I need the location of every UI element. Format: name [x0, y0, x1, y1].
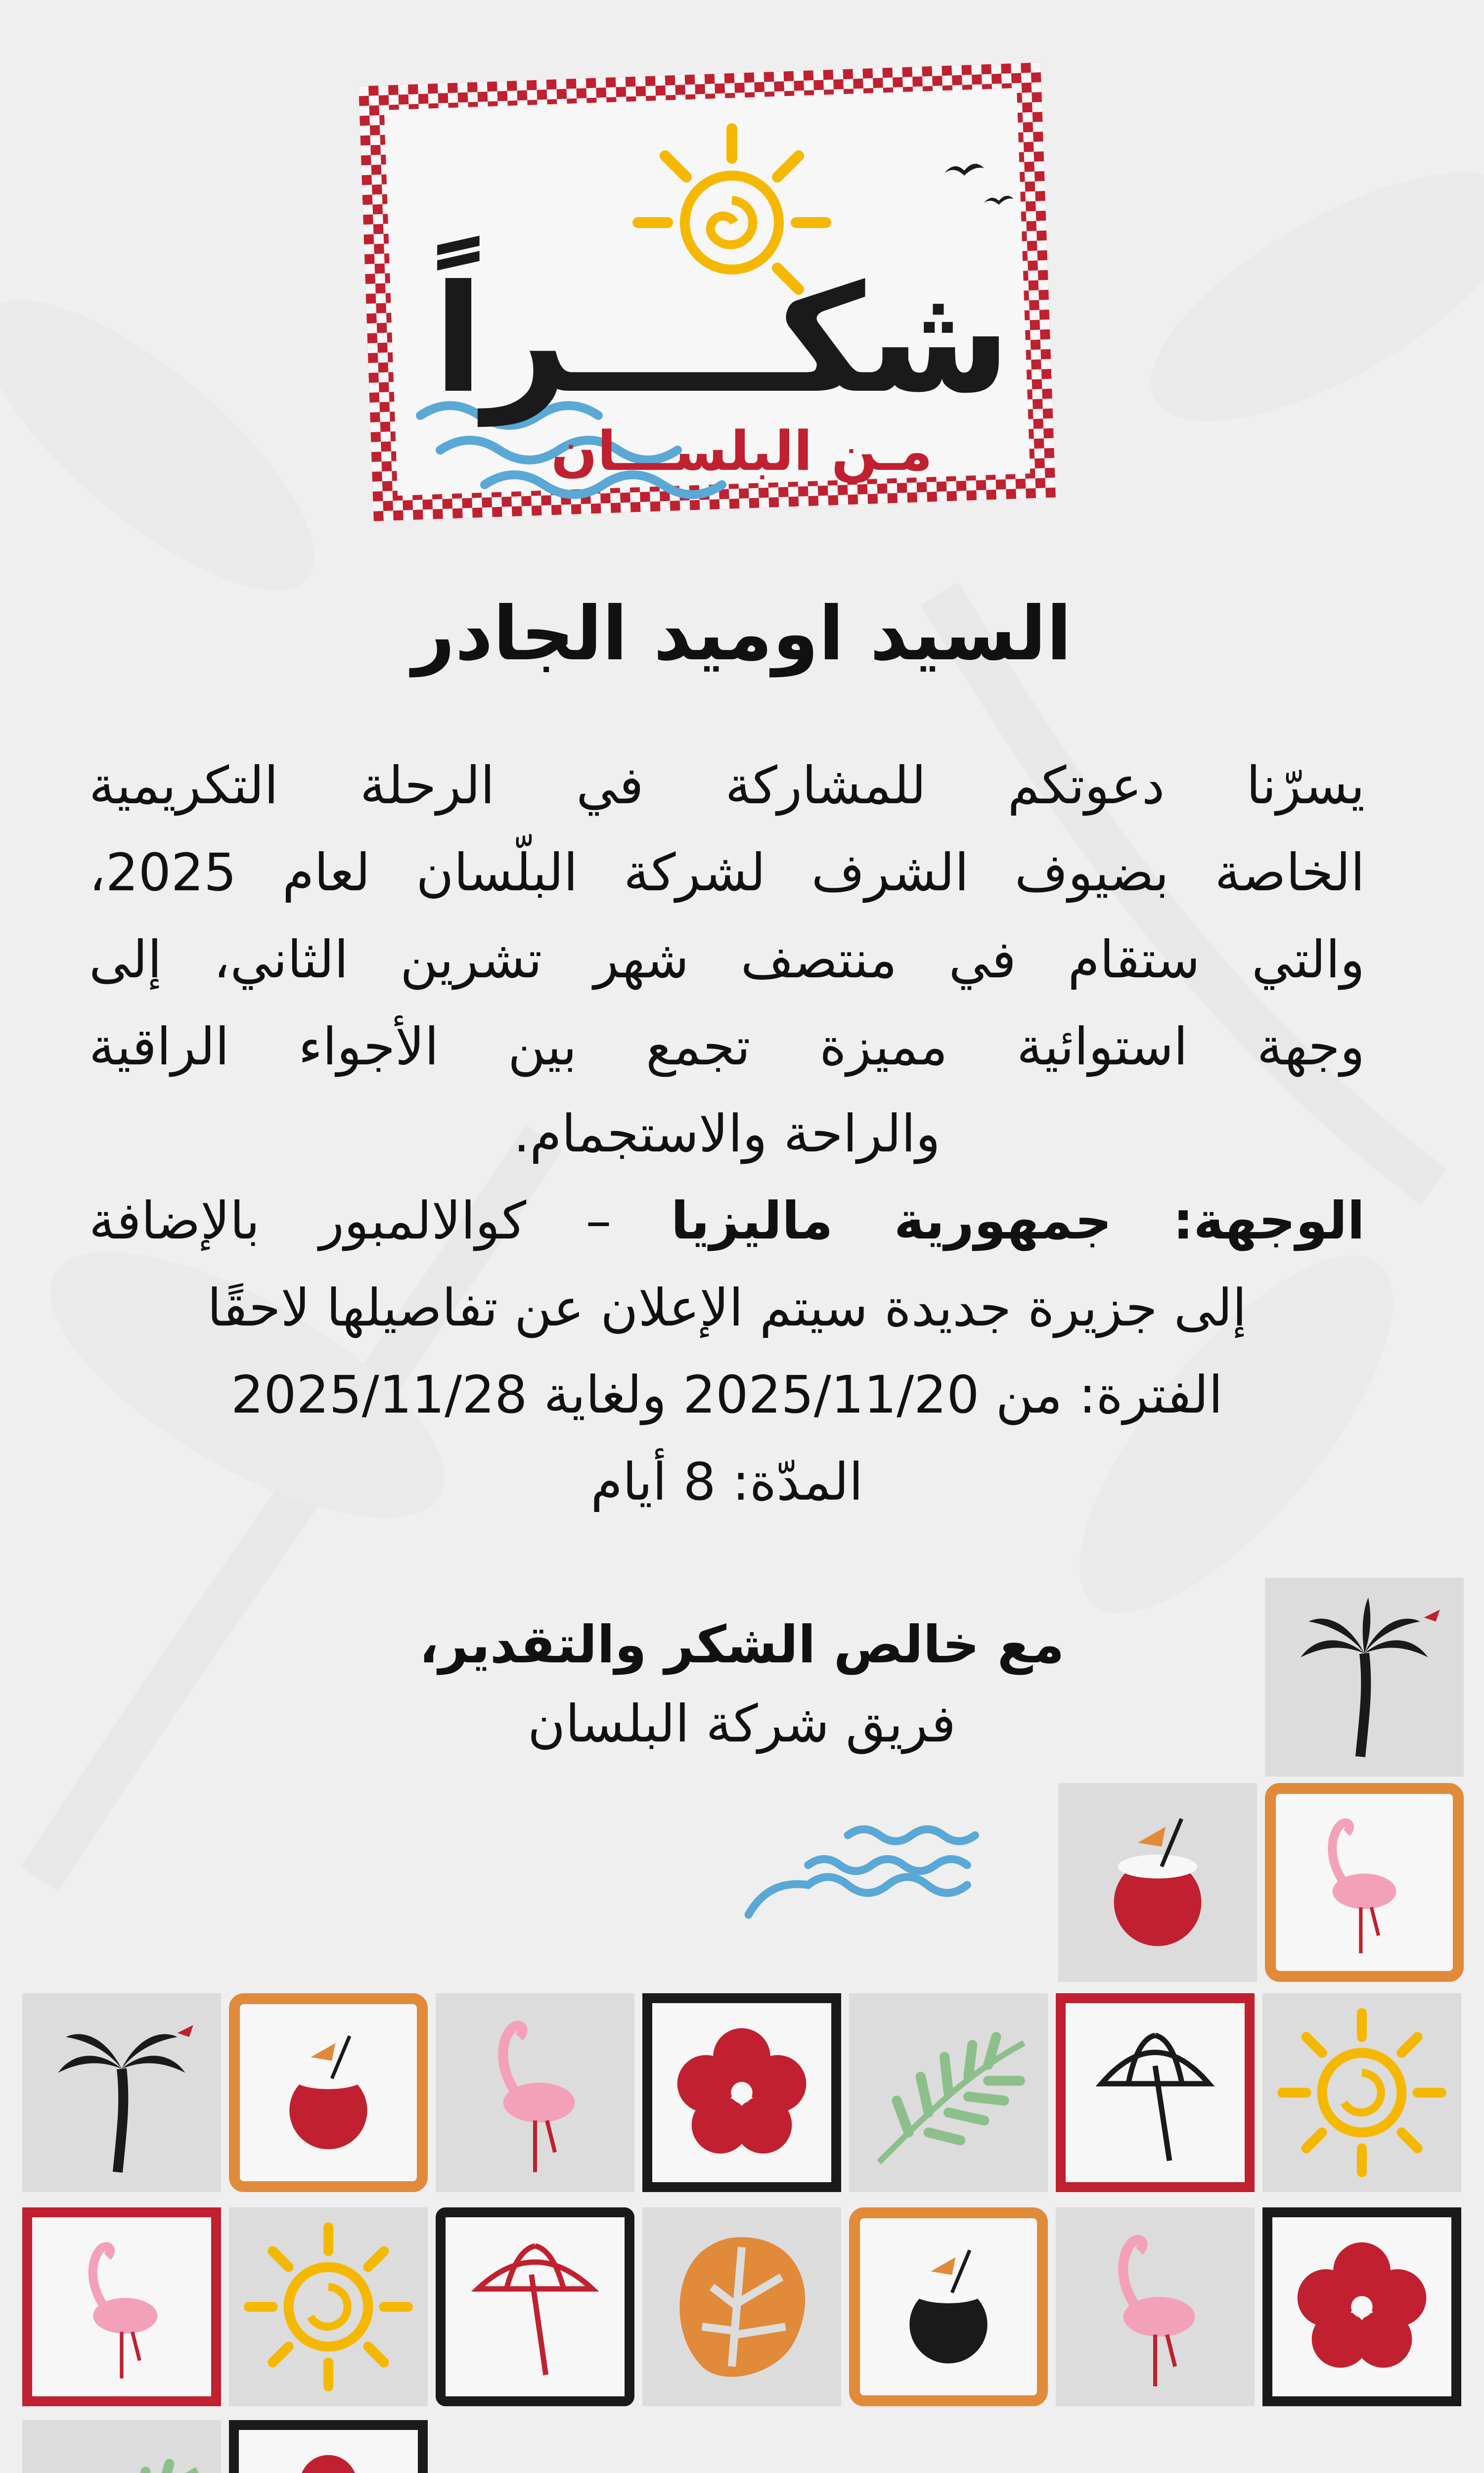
duration-line: المدّة: 8 أيام	[590, 1452, 863, 1512]
destination-line	[89, 1177, 1365, 1264]
closing	[371, 1605, 1113, 1763]
tile-flamingo	[436, 1993, 634, 2192]
monstera-leaf-icon	[679, 2237, 805, 2377]
tile-coconut	[229, 1993, 428, 2192]
closing-line-1: مع خالص الشكر والتقدير،	[419, 1614, 1065, 1675]
coconut-drink-icon	[1114, 1819, 1202, 1946]
tile-coconut	[849, 2207, 1048, 2406]
tile-hibiscus	[1262, 2207, 1461, 2406]
flamingo-icon	[1123, 2240, 1195, 2386]
tile-umbrella	[1056, 1993, 1255, 2192]
tile-waves	[727, 1776, 1048, 1974]
hibiscus-icon	[1298, 2243, 1427, 2368]
closing-line-2: فريق شركة البلسان	[528, 1694, 956, 1754]
flamingo-icon	[1332, 1823, 1396, 1954]
hibiscus-icon	[264, 2455, 393, 2473]
palm-tree-icon	[1301, 1598, 1439, 1757]
coconut-drink-icon	[289, 2036, 367, 2149]
body-line-4: وجهة استوائية مميزة تجمع بين الأجواء الراقية	[89, 1016, 1365, 1077]
body-line-2: الخاصة بضيوف الشرف لشركة البلّسان لعام 2025،	[89, 842, 1365, 903]
beach-umbrella-icon	[1101, 2035, 1209, 2160]
flamingo-icon	[503, 2026, 575, 2172]
thank-you-title: شكــــراً	[433, 253, 1011, 426]
tile-flamingo	[1265, 1783, 1464, 1982]
beach-umbrella-icon	[478, 2246, 592, 2375]
waves-icon	[749, 1830, 975, 1915]
coconut-drink-icon	[909, 2250, 988, 2363]
tile-leaf	[22, 2420, 221, 2473]
palm-tree-icon	[58, 2025, 193, 2172]
tile-hibiscus	[642, 1993, 841, 2192]
tile-monstera	[642, 2207, 841, 2406]
tile-waves	[455, 2468, 677, 2473]
sun-icon	[249, 2227, 408, 2386]
tile-hibiscus	[229, 2420, 428, 2473]
invitee-name: السيد اوميد الجادر	[412, 591, 1072, 677]
tile-sun	[229, 2207, 428, 2406]
body-line-3: والتي ستقام في منتصف شهر تشرين الثاني، إلى	[89, 929, 1365, 990]
thank-you-stamp	[356, 54, 1058, 529]
sun-icon	[1282, 2013, 1441, 2172]
tile-leaf	[849, 1993, 1048, 2192]
tile-palm	[22, 1993, 221, 2192]
hibiscus-icon	[677, 2028, 807, 2153]
destination-rest: – كوالالمبور بالإضافة	[89, 1191, 671, 1251]
tile-umbrella	[436, 2207, 634, 2406]
tile-palm	[1265, 1578, 1464, 1777]
destination-line-2: إلى جزيرة جديدة سيتم الإعلان عن تفاصيلها لاحقًا	[207, 1278, 1247, 1338]
body-line-5: والراحة والاستجمام.	[513, 1103, 941, 1164]
tile-flamingo	[22, 2207, 221, 2406]
body-line-1: يسرّنا دعوتكم للمشاركة في الرحلة التكريمية	[89, 755, 1365, 816]
palm-leaf-icon	[879, 2037, 1024, 2162]
balsan-logo	[697, 2468, 1058, 2473]
tile-flamingo	[1056, 2207, 1255, 2406]
destination-label: الوجهة: جمهورية ماليزيا	[671, 1191, 1365, 1251]
thank-you-subtitle: مـن البلســـان	[551, 419, 933, 483]
invitation-body	[89, 742, 1365, 1525]
tile-sun	[1262, 1993, 1461, 2192]
flamingo-icon	[93, 2246, 158, 2379]
period-line: الفترة: من 2025/11/20 ولغاية 2025/11/28	[231, 1365, 1223, 1425]
palm-leaf-icon	[52, 2464, 197, 2473]
tile-coconut	[1058, 1783, 1257, 1982]
